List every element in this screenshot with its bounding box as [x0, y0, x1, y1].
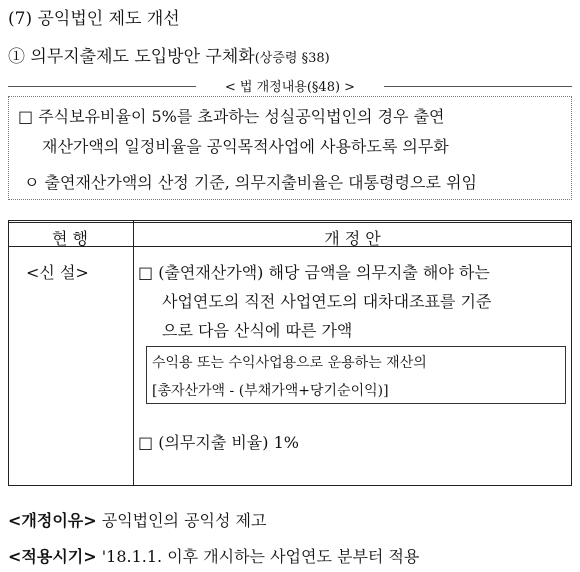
reason-text: 공익법인의 공익성 제고 [101, 511, 267, 530]
law-box-label: < 법 개정내용(§48) > [0, 76, 580, 95]
current-cell: <신 설> [26, 263, 89, 282]
formula-line-1: 수익용 또는 수익사업용으로 운용하는 재산의 [152, 355, 427, 371]
header-proposal: 개 정 안 [324, 229, 381, 248]
timing-label: <적용시기> [8, 547, 97, 566]
proposal-p1-line-2: 사업연도의 직전 사업연도의 대차대조표를 기준 [162, 292, 492, 311]
timing-text: '18.1.1. 이후 개시하는 사업연도 분부터 적용 [101, 547, 420, 566]
law-item-2: ㅇ 출연재산가액의 산정 기준, 의무지출비율은 대통령령으로 위임 [24, 173, 477, 192]
subsection-title [8, 42, 330, 67]
reason-label: <개정이유> [8, 511, 97, 530]
table-top-rule [9, 220, 571, 223]
timing-row [8, 544, 419, 567]
subsection-main: ① 의무지출제도 도입방안 구체화 [8, 47, 255, 67]
formula-line-2: [총자산가액 - (부채가액+당기순이익)] [152, 383, 389, 399]
reason-row [8, 508, 266, 531]
proposal-p2: □ (의무지출 비율) 1% [138, 433, 299, 452]
subsection-ref: (상증령 §38) [254, 51, 330, 66]
section-title: (7) 공익법인 제도 개선 [8, 9, 180, 29]
proposal-p1-line-3: 으로 다음 산식에 따른 가액 [162, 321, 353, 340]
header-current: 현 행 [52, 229, 88, 248]
proposal-p1-line-1: □ (출연재산가액) 해당 금액을 의무지출 해야 하는 [138, 263, 490, 282]
table-column-divider [133, 220, 134, 485]
law-item-1-line-2: 재산가액의 일정비율을 공익목적사업에 사용하도록 의무화 [42, 137, 449, 156]
law-item-1-line-1: □ 주식보유비율이 5%를 초과하는 성실공익법인의 경우 출연 [18, 107, 445, 126]
